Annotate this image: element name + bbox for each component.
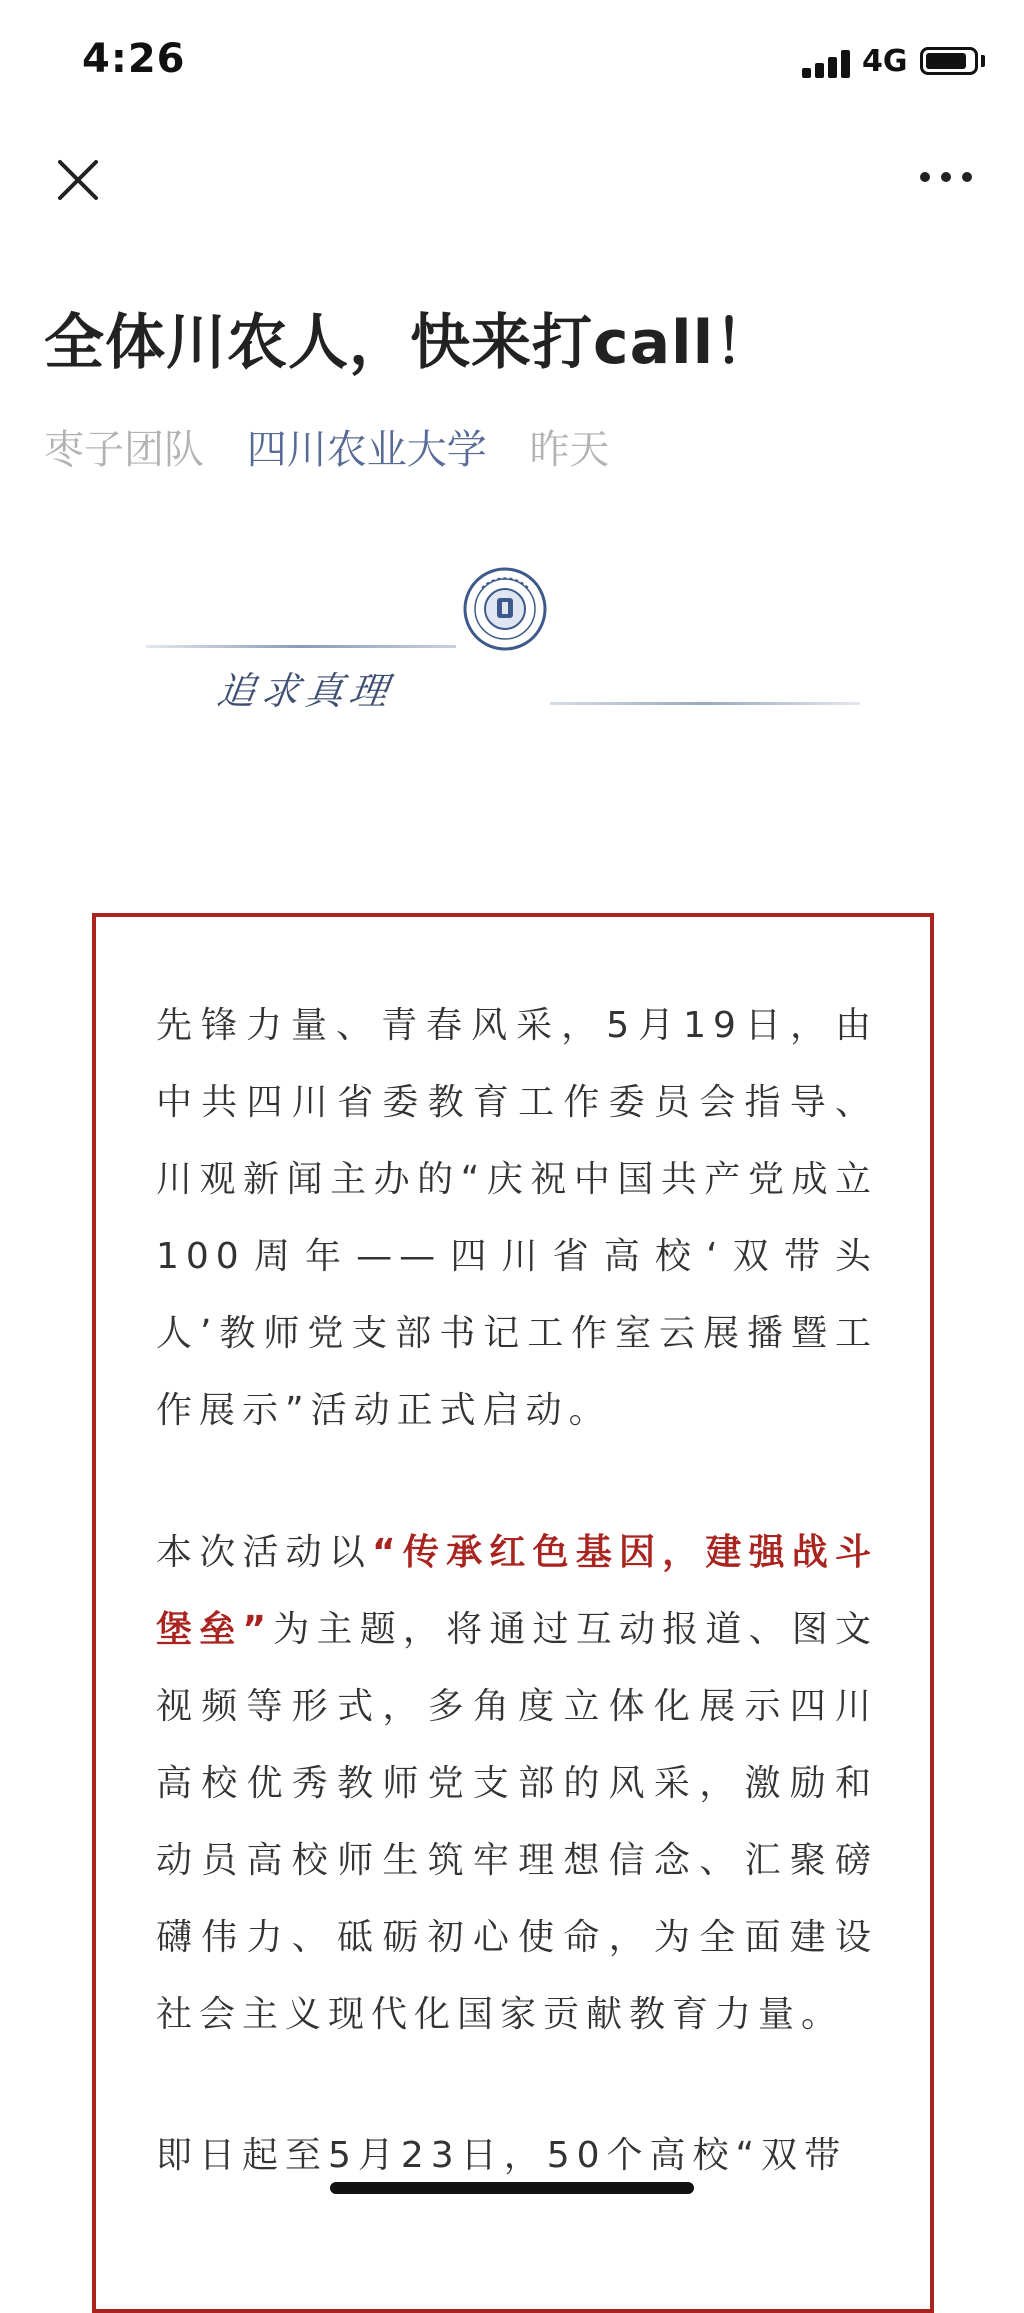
- close-icon[interactable]: [56, 158, 100, 202]
- status-time: 4:26: [82, 36, 186, 82]
- publish-date: 昨天: [529, 427, 610, 473]
- banner-line-right: [550, 702, 860, 705]
- home-indicator[interactable]: [330, 2182, 694, 2194]
- article-title: 全体川农人，快来打call！: [44, 308, 776, 378]
- status-bar: [0, 0, 1024, 120]
- header-banner-image: [140, 560, 880, 720]
- university-seal-logo: [462, 566, 548, 652]
- article-author: 枣子团队: [44, 427, 204, 473]
- network-type: 4G: [862, 44, 908, 79]
- article-meta: [44, 418, 609, 475]
- more-options-icon[interactable]: [920, 170, 972, 184]
- paragraph-schedule: 即日起至5月23日，50个高校“双带: [156, 2135, 848, 2176]
- content-frame: [92, 913, 934, 2313]
- paragraph-theme-suffix: 为主题，将通过互动报道、图文视频等形式，多角度立体化展示四川高校优秀教师党支部的风采，激励和动员高校师生筑牢理想信念、汇聚磅礴伟力、砥砺初心使命，为全面建设社会主义现代化国家贡献教育力量。: [156, 1609, 878, 2035]
- paragraph-theme-prefix: 本次活动以: [156, 1532, 373, 1573]
- paragraph-intro: 先锋力量、青春风采，5月19日，由中共四川省委教育工作委员会指导、川观新闻主办的“庆祝中国共产党成立100周年——四川省高校‘双带头人’教师党支部书记工作室云展播暨工作展示”活动正式启动。: [156, 1005, 878, 1431]
- banner-motto: 追求真理: [214, 669, 397, 713]
- signal-icon: [802, 50, 852, 78]
- theme-highlight: “传承红色基因，建强战斗堡垒”: [156, 1532, 878, 1650]
- battery-icon: [920, 47, 978, 75]
- account-name-link[interactable]: 四川农业大学: [246, 427, 487, 473]
- battery-cap: [981, 55, 985, 67]
- nav-bar: [0, 140, 1024, 220]
- paragraph-theme: [156, 1514, 878, 2053]
- banner-line-left: [146, 645, 456, 648]
